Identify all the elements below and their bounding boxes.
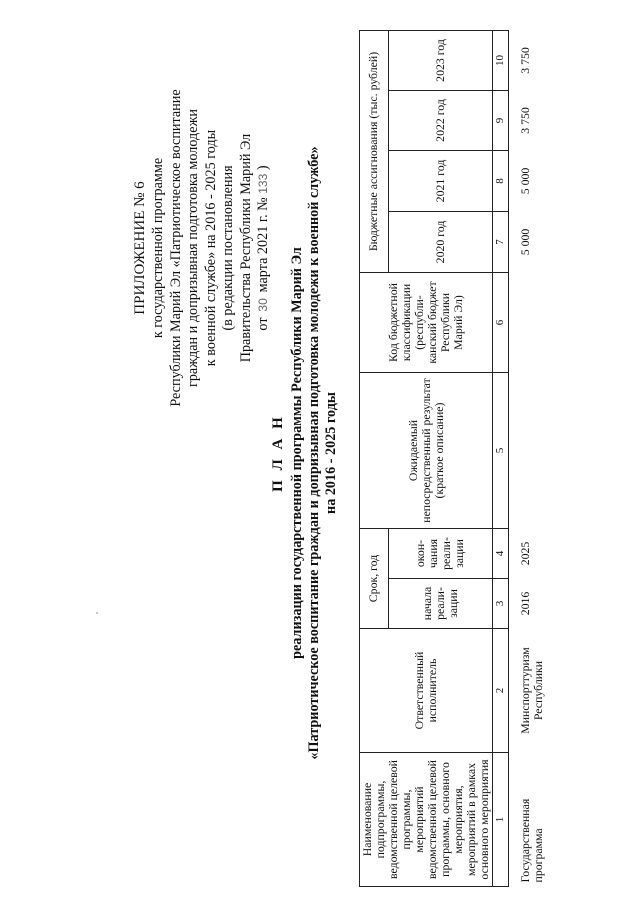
appendix-line: Правительства Республики Марий Эл <box>237 133 254 363</box>
row-result <box>509 373 547 529</box>
header-year-2020: 2020 год <box>388 212 492 273</box>
column-number: 3 <box>493 579 509 629</box>
header-year-2023: 2023 год <box>388 30 492 90</box>
column-number: 9 <box>493 91 509 151</box>
date-prefix: от <box>255 317 271 331</box>
header-term-start: начала реали-зации <box>388 579 492 629</box>
header-result: Ожидаемый непосредственный результат (краткое описание) <box>360 373 493 529</box>
column-number: 6 <box>493 273 509 373</box>
date-month-year: марта 2021 г. № <box>255 197 271 293</box>
rotated-page <box>12 13 632 893</box>
plan-title: П Л А Н <box>270 414 286 492</box>
column-number: 5 <box>493 373 509 529</box>
column-number: 2 <box>493 629 509 753</box>
row-budget-2023: 3 750 <box>518 47 532 74</box>
row-code <box>509 273 547 373</box>
header-name: Наименование подпрограммы, ведомственной целевой программы, мероприятий ведомственной целевой программы, основного мероприятия, мероприятий в рамках основного мероприятия <box>360 753 493 887</box>
header-executor: Ответственный исполнитель <box>360 629 493 753</box>
header-year-2022: 2022 год <box>388 91 492 151</box>
plan-line: «Патриотическое воспитание граждан и допризывная подготовка молодежи к военной службе» <box>306 146 322 760</box>
row-executor: Минспорттуризм Республики <box>518 647 545 734</box>
row-name: Государственная программа <box>518 798 545 883</box>
column-number: 1 <box>493 753 509 887</box>
plan-line: реализации государственной программы Республики Марий Эл <box>289 247 305 659</box>
plan-heading <box>267 143 340 763</box>
date-suffix: ) <box>255 165 271 171</box>
plan-table <box>359 30 546 887</box>
header-year-2021: 2021 год <box>388 151 492 212</box>
header-code: Код бюджетной классификации (республи-канский бюджет Республики Марий Эл) <box>360 273 493 373</box>
row-budget-2021: 5 000 <box>518 167 532 195</box>
header-budget: Бюджетные ассигнования (тыс. рублей) <box>360 30 389 272</box>
column-number: 7 <box>493 212 509 273</box>
table-row <box>509 30 547 886</box>
appendix-title: ПРИЛОЖЕНИЕ № 6 <box>132 181 148 315</box>
row-budget-2022: 3 750 <box>518 107 532 134</box>
column-number: 8 <box>493 151 509 212</box>
row-budget-2020: 5 000 <box>518 228 532 256</box>
appendix-line: граждан и допризывная подготовка молодежи <box>185 109 201 387</box>
header-term: Срок, год <box>360 529 389 629</box>
row-end-year: 2025 <box>518 541 532 566</box>
date-day: 30 <box>256 298 270 312</box>
plan-line: на 2016 - 2025 годы <box>323 392 339 514</box>
appendix-line: к государственной программе <box>150 157 166 339</box>
date-number: 133 <box>256 173 270 194</box>
appendix-line: к военной службе» на 2016 - 2025 годы <box>202 129 219 367</box>
header-term-end: окон-чания реали-зации <box>388 529 492 579</box>
appendix-block <box>130 58 273 438</box>
appendix-line: (в редакции постановления <box>220 165 236 331</box>
column-number: 4 <box>493 529 509 579</box>
row-start-year: 2016 <box>518 591 532 616</box>
column-number: 10 <box>493 30 509 90</box>
appendix-line: Республики Марий Эл «Патриотическое воспитание <box>167 89 184 407</box>
